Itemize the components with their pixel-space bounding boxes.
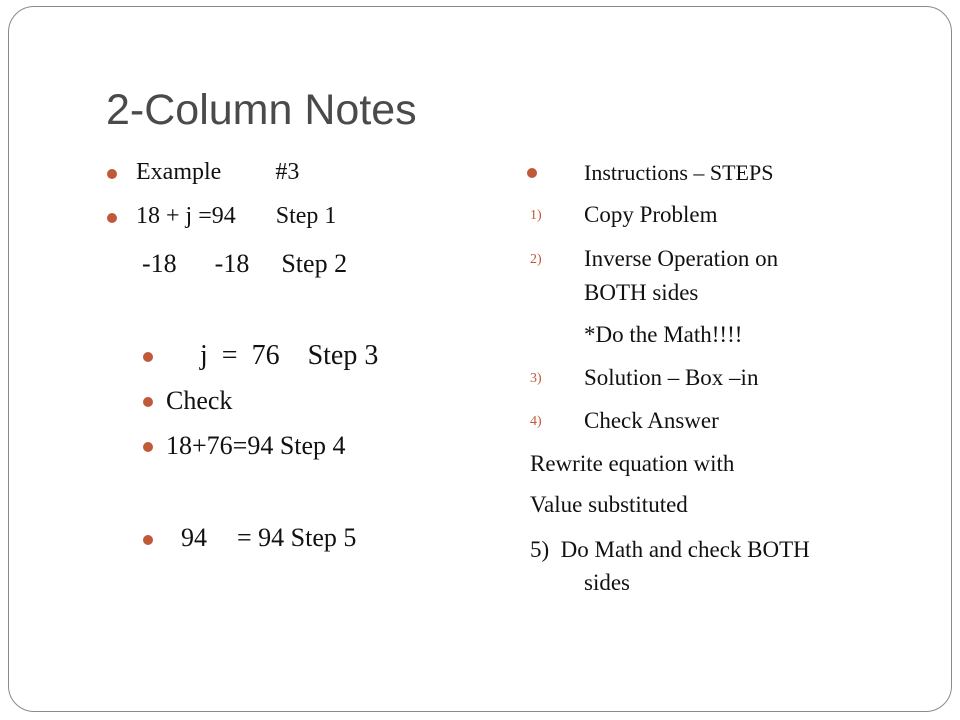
bullet-dot xyxy=(143,352,153,362)
bullet-dot xyxy=(107,169,117,179)
rewrite-line-2: Value substituted xyxy=(530,492,688,517)
step2-line xyxy=(142,249,347,279)
example-number: #3 xyxy=(275,159,300,185)
step4-line: 18+76=94 Step 4 xyxy=(166,431,346,460)
example-line xyxy=(136,159,299,186)
step2-label: Step 2 xyxy=(281,249,348,278)
step2-subtract-right: -18 xyxy=(214,249,250,278)
step-number: 4) xyxy=(530,414,542,429)
step1-equation: 18 + j =94 xyxy=(136,203,236,229)
instruction-note: *Do the Math!!!! xyxy=(584,322,743,347)
bullet-dot xyxy=(143,397,153,407)
bullet-dot xyxy=(527,168,537,178)
step-number: 2) xyxy=(530,252,542,267)
rewrite-line-1: Rewrite equation with xyxy=(530,451,735,476)
instruction-step-3: Solution – Box –in xyxy=(584,365,759,390)
instruction-step-1: Copy Problem xyxy=(584,202,718,227)
example-label: Example xyxy=(136,159,222,185)
step5-line xyxy=(181,523,356,553)
instruction-step-5-cont: sides xyxy=(584,570,630,595)
step3-equation: j = 76 xyxy=(200,340,280,371)
bullet-dot xyxy=(143,442,153,452)
step3-line xyxy=(200,340,378,372)
step1-line xyxy=(136,203,336,230)
instruction-step-4: Check Answer xyxy=(584,408,719,433)
step5-right: = 94 Step 5 xyxy=(237,523,357,552)
step-number: 1) xyxy=(530,208,542,223)
bullet-dot xyxy=(107,213,117,223)
step3-label: Step 3 xyxy=(307,340,379,371)
check-line: Check xyxy=(166,386,233,415)
page-title: 2-Column Notes xyxy=(106,86,417,134)
step-number: 3) xyxy=(530,371,542,386)
instructions-heading: Instructions – STEPS xyxy=(584,160,774,185)
step5-left-value: 94 xyxy=(181,523,207,552)
instruction-step-2-cont: BOTH sides xyxy=(584,280,699,305)
step1-label: Step 1 xyxy=(275,203,337,229)
instruction-step-2: Inverse Operation on xyxy=(584,246,779,271)
instruction-step-5: 5) Do Math and check BOTH xyxy=(530,537,810,562)
bullet-dot xyxy=(143,535,153,545)
step2-subtract-left: -18 xyxy=(142,249,177,278)
